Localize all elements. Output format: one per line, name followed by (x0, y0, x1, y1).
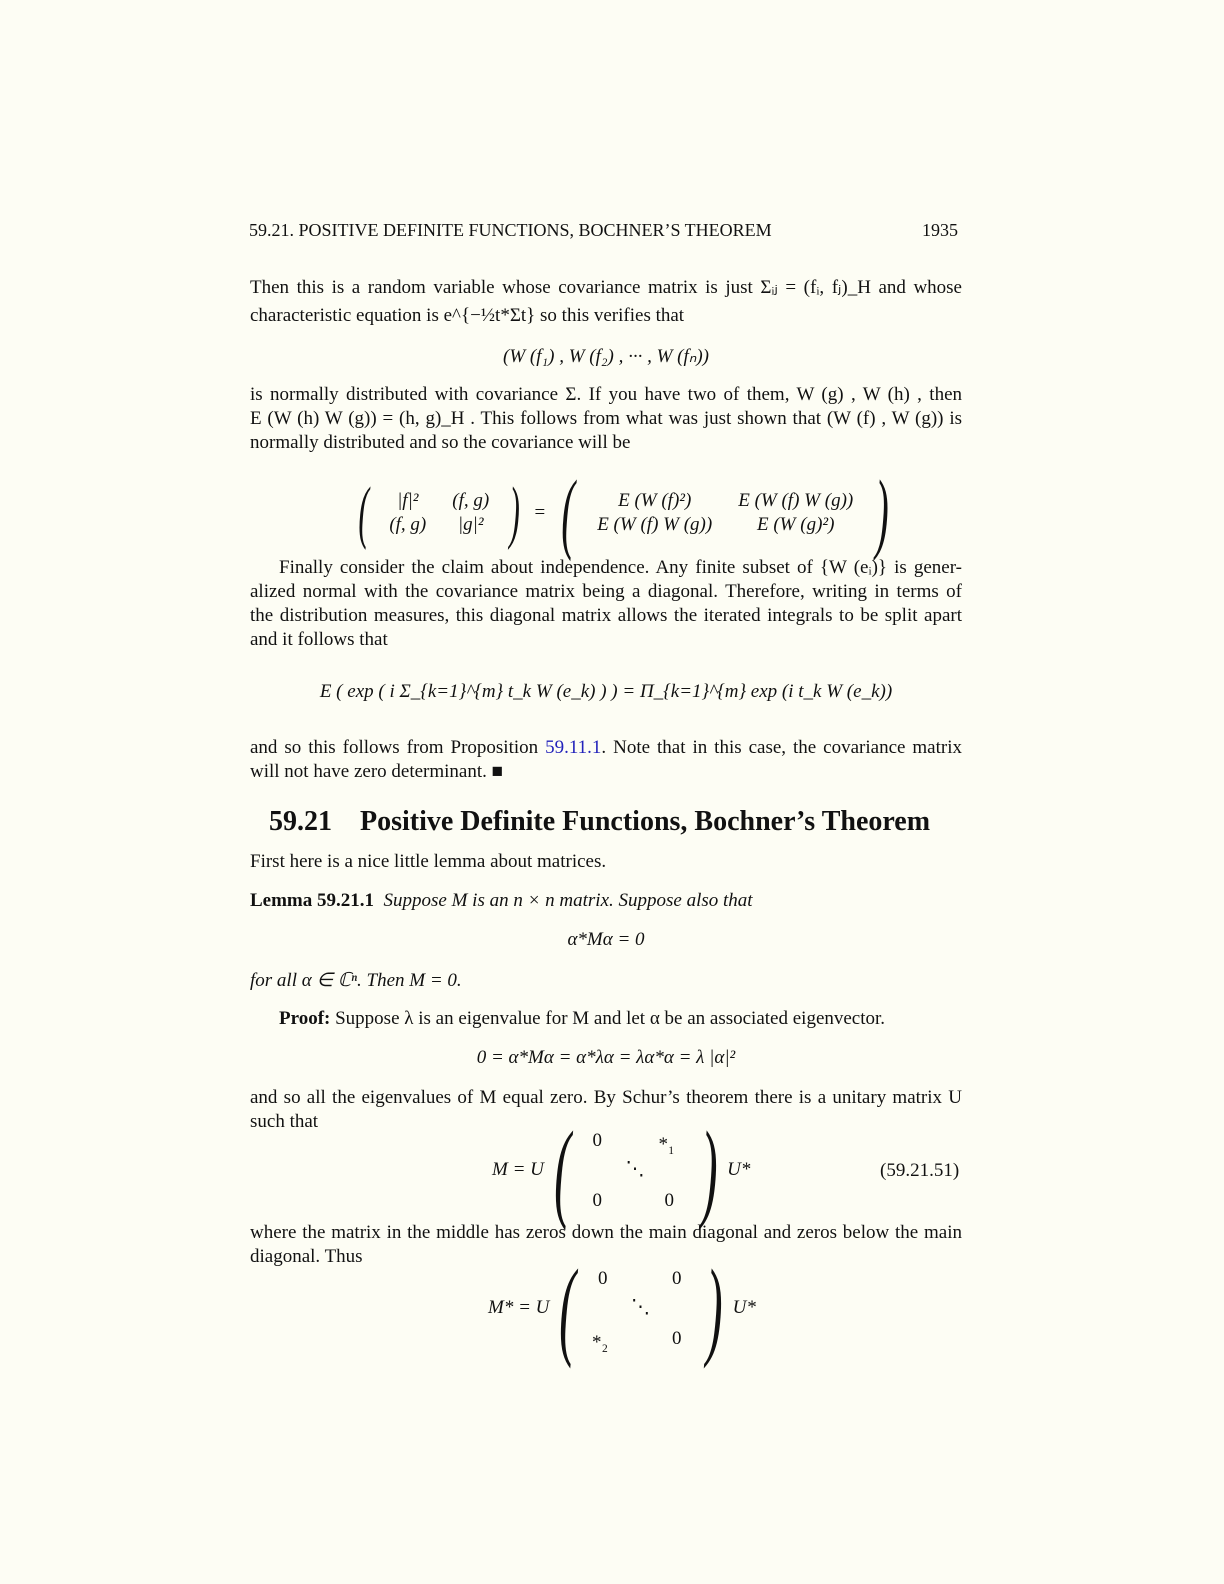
cell: 0 (598, 1267, 608, 1289)
text: . Note that in this case, the covariance matrix (601, 737, 962, 758)
section-title: Positive Definite Functions, Bochner’s Theorem (360, 806, 931, 837)
paragraph-line: Finally consider the claim about independence. Any finite subset of {W (eᵢ)} is gener- (279, 557, 962, 578)
paragraph-line (250, 737, 962, 759)
lemma-label: Lemma 59.21.1 (250, 890, 375, 911)
cell: |g|² (457, 514, 484, 535)
cell: 0 (672, 1267, 682, 1289)
schur-equation: M = U ( 0 *₁ ⋱ 0 0 ) U* (492, 1109, 751, 1231)
paragraph-line: characteristic equation is e^{−½t*Σt} so this verifies that (250, 305, 685, 326)
paragraph-line: and so all the eigenvalues of M equal zero. By Schur’s theorem there is a unitary matrix U (250, 1087, 962, 1108)
paragraph-line: alized normal with the covariance matrix being a diagonal. Therefore, writing in terms of (250, 581, 962, 602)
paragraph-line: First here is a nice little lemma about matrices. (250, 851, 607, 872)
paragraph-line: E (W (h) W (g)) = (h, g)_H . This follows from what was just shown that (W (f) , W (g)) is (250, 408, 962, 429)
lhs: M* = U (488, 1297, 550, 1318)
cell: 0 (592, 1129, 603, 1151)
lhs: M = U (492, 1159, 544, 1180)
cell: (f, g) (452, 490, 490, 511)
paragraph-line: will not have zero determinant. ■ (250, 761, 504, 782)
matrix-left (375, 488, 503, 538)
equation: α*Mα = 0 (567, 929, 645, 950)
adjoint-equation: M* = U ( 0 0 ⋱ *₂ 0 ) U* (488, 1247, 756, 1369)
cell: E (W (f) W (g)) (738, 490, 854, 511)
cell: ⋱ (625, 1158, 645, 1180)
page-number: 1935 (922, 220, 958, 240)
paragraph-line: and it follows that (250, 629, 388, 650)
cell: E (W (f)²) (618, 490, 692, 511)
cell: *₂ (592, 1331, 609, 1353)
cell: ⋱ (631, 1296, 651, 1318)
equation: 0 = α*Mα = α*λα = λα*α = λ |α|² (476, 1047, 736, 1068)
cell: 0 (672, 1327, 682, 1349)
paragraph-line: is normally distributed with covariance Σ. If you have two of them, W (g) , W (h) , then (250, 384, 962, 405)
cell: E (W (g)²) (757, 514, 835, 535)
lemma-text: Suppose M is an n × n matrix. Suppose also that (383, 890, 753, 911)
lemma (250, 890, 753, 912)
paragraph-line: where the matrix in the middle has zeros down the main diagonal and zeros below the main (250, 1222, 962, 1243)
rhs: U* (727, 1159, 751, 1180)
equation: (W (f₁) , W (f₂) , ··· , W (fₙ)) (503, 346, 709, 367)
paragraph-line: diagonal. Thus (250, 1246, 363, 1267)
paragraph-line: such that (250, 1111, 319, 1132)
equation: E ( exp ( i Σ_{k=1}^{m} t_k W (e_k) ) ) = Π_{k=1}^{m} exp (i t_k W (e_k)) (319, 681, 893, 702)
paragraph-line: the distribution measures, this diagonal matrix allows the iterated integrals to be split apart (250, 605, 962, 626)
running-header: 59.21. POSITIVE DEFINITE FUNCTIONS, BOCHNER’S THEOREM (249, 220, 772, 240)
cell: (f, g) (389, 514, 427, 535)
cell: |f|² (397, 490, 419, 511)
cell: E (W (f) W (g)) (597, 514, 713, 535)
lemma-text: for all α ∈ ℂⁿ. Then M = 0. (250, 970, 462, 991)
matrix-right (583, 488, 867, 538)
paragraph-line: Then this is a random variable whose covariance matrix is just Σᵢⱼ = (fᵢ, fⱼ)_H and whose (250, 277, 962, 298)
cell: 0 (664, 1189, 675, 1211)
proof-label: Proof: (279, 1008, 331, 1029)
proof (279, 1008, 885, 1030)
cell: *₁ (658, 1133, 675, 1155)
cell: 0 (592, 1189, 603, 1211)
text: and so this follows from Proposition (250, 737, 546, 758)
proposition-link[interactable]: 59.11.1 (545, 737, 602, 758)
paragraph-line: normally distributed and so the covariance will be (250, 432, 631, 453)
equation-number: (59.21.51) (880, 1160, 960, 1181)
proof-text: Suppose λ is an eigenvalue for M and let α be an associated eigenvector. (330, 1008, 886, 1029)
section-heading (269, 806, 930, 838)
section-number: 59.21 (269, 806, 332, 837)
rhs: U* (732, 1297, 756, 1318)
covariance-equation: ( |f|² (f, g) (f, g) |g|² ) = ( E (W (f)²) E (W (f) W (g)) E (W (f) W (g)) E (W (g)²) ) (358, 463, 889, 562)
